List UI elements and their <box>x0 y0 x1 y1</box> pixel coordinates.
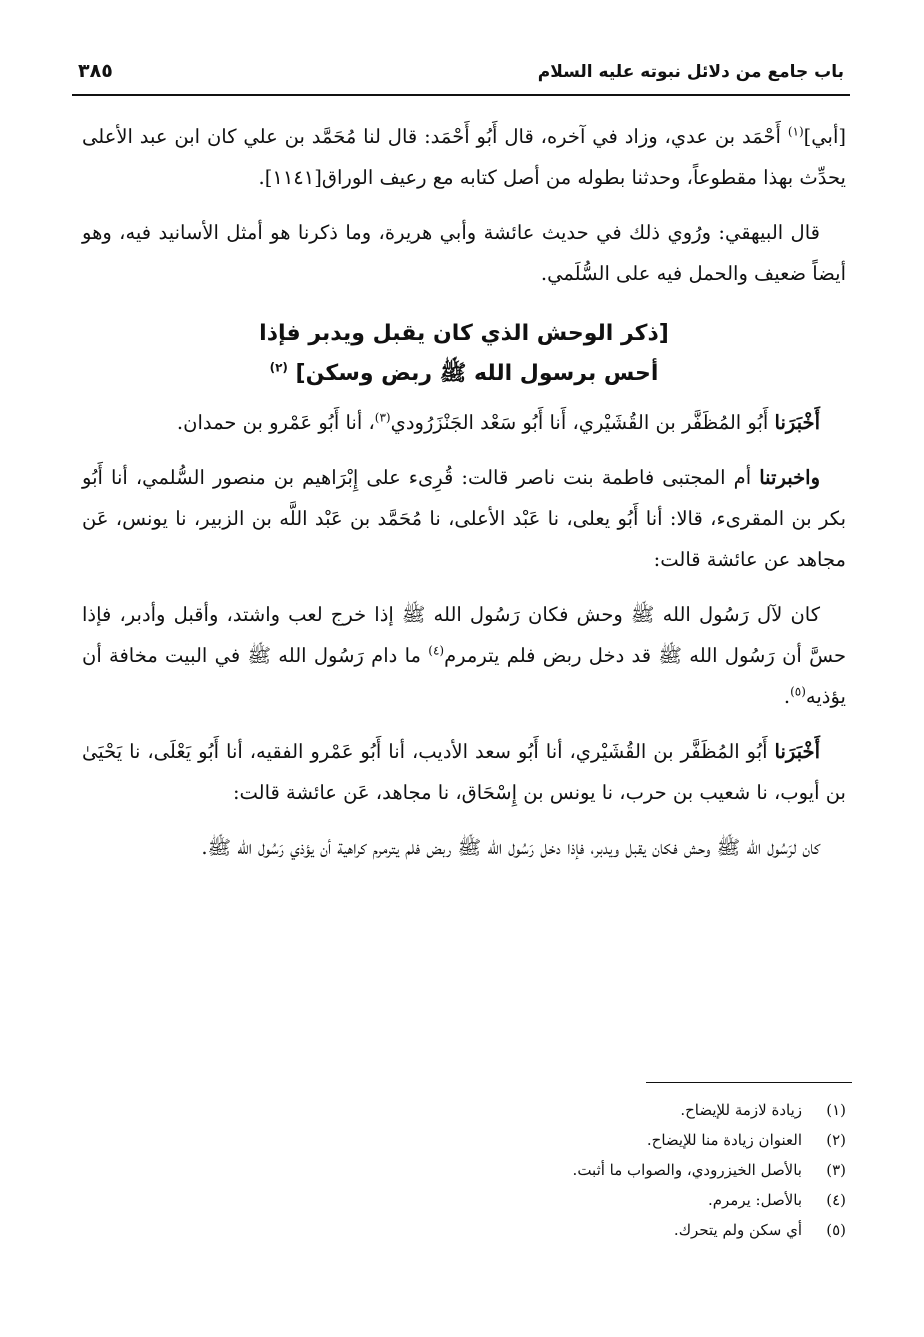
paragraph-text: أَبُو المُظَفَّر بن القُشَيْري، أَنا أَبُو سَعْد الجَنْزَرُودي <box>390 411 775 434</box>
page-header <box>72 58 850 96</box>
hadith-number: [١١٤١] <box>264 166 322 189</box>
main-text <box>82 116 846 882</box>
footnote-ref: (٢) <box>269 360 288 375</box>
lead-word: أَخْبَرَنا <box>774 411 820 434</box>
paragraph-text: أم المجتبى فاطمة بنت ناصر قالت: قُرِىء على إِبْرَاهيم بن منصور السُّلمي، أنا أَبُو بكر بن المقرىء، قالا: أنا أَبُو يعلى، نا عَبْد الأعلى، نا مُحَمَّد بن عَبْد اللَّه بن الزبير، نا يونس، عَن مجاهد عن عائشة قالت: <box>82 466 846 571</box>
running-title: باب جامع من دلائل نبوته عليه السلام <box>537 62 844 82</box>
footnotes <box>300 1095 846 1245</box>
paragraph-5 <box>82 594 846 717</box>
footnote-number: (٤) <box>826 1191 846 1209</box>
footnote-number: (٥) <box>826 1221 846 1239</box>
paragraph-6 <box>82 731 846 813</box>
paragraph-text: أَبُو المُظَفَّر بن القُشَيْري، أنا أَبُو سعد الأديب، أنا أَبُو عَمْرو الفقيه، أنا أَبُو يَعْلَى، نا يَحْيَىٰ بن أيوب، نا شعيب بن حرب، نا يونس بن إِسْحَاق، نا مجاهد، عَن عائشة قالت: <box>82 740 846 804</box>
heading-line-1: [ذكر الوحش الذي كان يقبل ويدبر فإذا <box>259 321 669 346</box>
bracket-insert: [أبي] <box>803 125 846 148</box>
footnote-text: زيادة لازمة للإيضاح. <box>680 1101 802 1119</box>
lead-word: واخبرتنا <box>759 466 820 489</box>
heading-line-2 <box>82 354 846 394</box>
footnote-text: بالأصل الخيزرودي، والصواب ما أثبت. <box>572 1161 802 1179</box>
footnote-text: أي سكن ولم يتحرك. <box>673 1221 802 1239</box>
paragraph-1 <box>82 116 846 198</box>
paragraph-text: ، أنا أَبُو عَمْرو بن حمدان. <box>176 411 375 434</box>
paragraph-text: أَحْمَد بن عدي، وزاد في آخره، قال أَبُو أَحْمَد: قال لنا مُحَمَّد بن علي كان ابن عبد الأعلى يحدِّث بهذا مقطوعاً، وحدثنا بطوله من أصل كتابه مع رعيف الوراق <box>82 125 846 189</box>
footnote-item <box>300 1095 846 1125</box>
footnote-number: (٢) <box>826 1131 846 1149</box>
page-number: ٣٨٥ <box>78 60 113 82</box>
footnote-number: (١) <box>826 1101 846 1119</box>
paragraph-7: كان لرَسُول الله ﷺ وحش فكان يقبل ويدبر، فإذا دخل رَسُول الله ﷺ ربض فلم يترمرم كراهية أن يؤذي رَسُول الله ﷺ. <box>201 836 820 859</box>
punctuation: . <box>783 685 791 708</box>
punctuation: . <box>258 166 265 189</box>
footnote-ref: (٣) <box>374 410 391 425</box>
footnote-ref: (١) <box>787 124 804 139</box>
footnote-ref: (٥) <box>790 684 806 699</box>
footnote-item <box>300 1125 846 1155</box>
footnote-item <box>300 1215 846 1245</box>
paragraph-3 <box>82 402 846 443</box>
section-heading <box>82 314 846 394</box>
footnote-ref: (٤) <box>428 643 445 658</box>
footnote-text: بالأصل: يرمرم. <box>707 1191 802 1209</box>
paragraph-text: ما دام رَسُول الله ﷺ في البيت مخافة أن يؤذيه <box>82 644 846 708</box>
paragraph-4 <box>82 457 846 580</box>
footnote-item <box>300 1155 846 1185</box>
paragraph-2: قال البيهقي: ورُوي ذلك في حديث عائشة وأبي هريرة، وما ذكرنا هو أمثل الأسانيد فيه، وهو أيضاً ضعيف والحمل فيه على السُّلَمي. <box>82 221 846 285</box>
footnote-text: العنوان زيادة منا للإيضاح. <box>646 1131 802 1149</box>
footnote-number: (٣) <box>826 1161 846 1179</box>
paragraph-text: كان لآل رَسُول الله ﷺ وحش فكان رَسُول الله ﷺ إذا خرج لعب واشتد، وأقبل وأدبر، فإذا حسَّ أن رَسُول الله ﷺ قد دخل ربض فلم يترمرم <box>82 603 846 667</box>
heading-line-2-text: أحس برسول الله ﷺ ربض وسكن] <box>295 361 659 386</box>
footnote-item <box>300 1185 846 1215</box>
footnote-divider <box>646 1082 852 1083</box>
lead-word: أَخْبَرَنا <box>774 740 820 763</box>
